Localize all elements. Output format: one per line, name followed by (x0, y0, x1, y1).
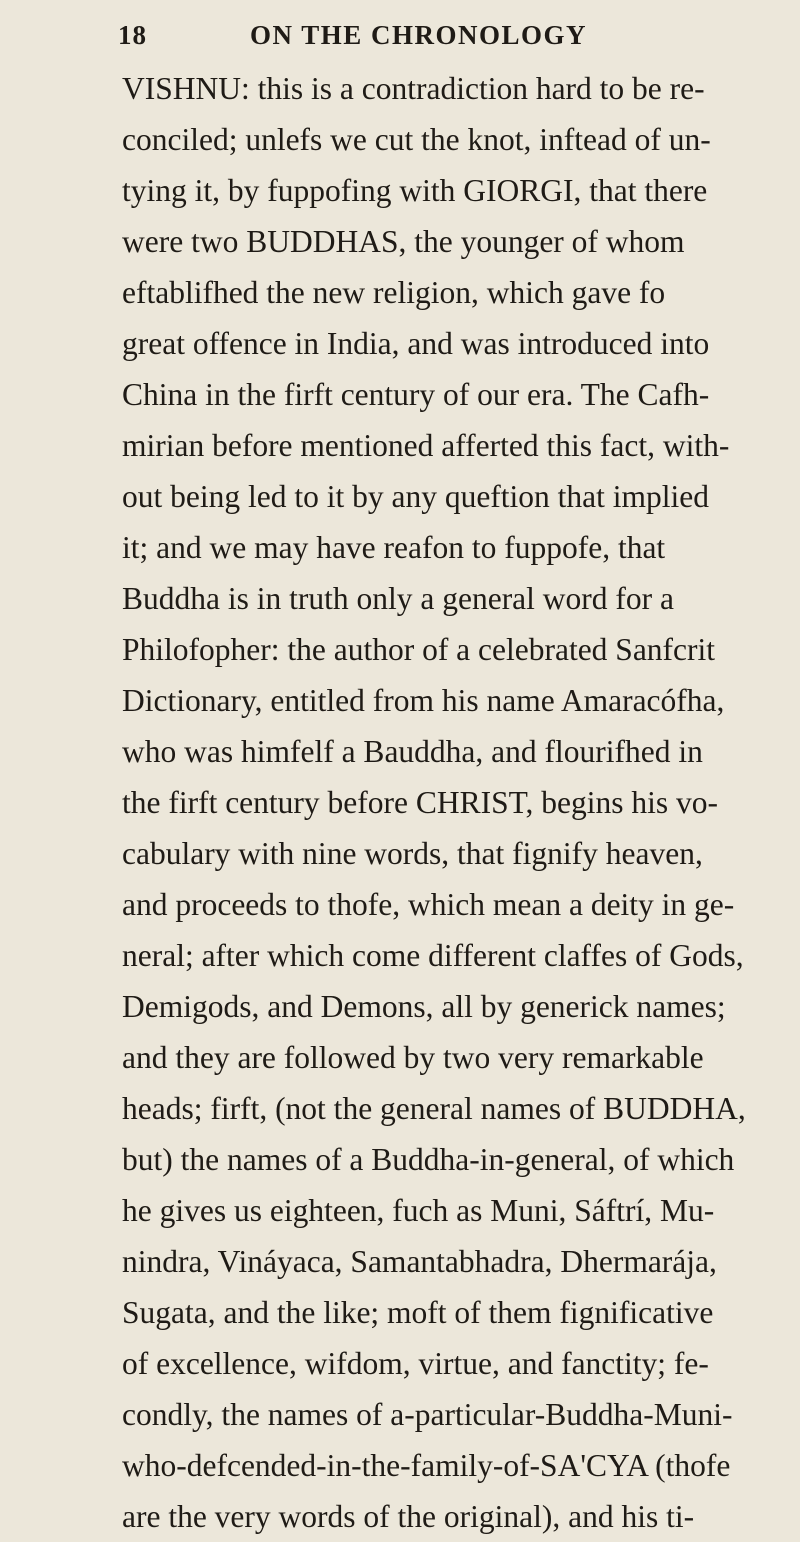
text-line: VISHNU: this is a contradiction hard to be re- (122, 71, 705, 106)
page-number: 18 (118, 20, 147, 50)
running-head (110, 14, 740, 54)
text-line: heads; firft, (not the general names of BUDDHA, (122, 1091, 746, 1126)
text-line: cabulary with nine words, that fignify heaven, (122, 836, 703, 871)
body-text (122, 63, 772, 1542)
text-line: and proceeds to thofe, which mean a deity in ge- (122, 887, 735, 922)
text-line: Demigods, and Demons, all by generick names; (122, 989, 726, 1024)
text-line: conciled; unlefs we cut the knot, inftead of un- (122, 122, 711, 157)
text-line: it; and we may have reafon to fuppofe, that (122, 530, 666, 565)
text-line: of excellence, wifdom, virtue, and fanctity; fe- (122, 1346, 709, 1381)
text-line: Philofopher: the author of a celebrated Sanfcrit (122, 632, 716, 667)
text-line: the firft century before CHRIST, begins his vo- (122, 785, 719, 820)
text-line: tying it, by fuppofing with GIORGI, that there (122, 173, 708, 208)
text-line: Buddha is in truth only a general word for a (122, 581, 674, 616)
text-line: he gives us eighteen, fuch as Muni, Sáftrí, Mu- (122, 1193, 715, 1228)
text-line: Dictionary, entitled from his name Amaracófha, (122, 683, 725, 718)
text-line: and they are followed by two very remarkable (122, 1040, 704, 1075)
text-line: mirian before mentioned afferted this fact, with- (122, 428, 730, 463)
text-line: were two BUDDHAS, the younger of whom (122, 224, 685, 259)
text-line: great offence in India, and was introduced into (122, 326, 710, 361)
text-line: Sugata, and the like; moft of them fignificative (122, 1295, 714, 1330)
text-line: eftablifhed the new religion, which gave fo (122, 275, 666, 310)
text-line: condly, the names of a-particular-Buddha-Muni- (122, 1397, 733, 1432)
text-line: but) the names of a Buddha-in-general, of which (122, 1142, 735, 1177)
text-line: out being led to it by any queftion that implied (122, 479, 710, 514)
running-title: ON THE CHRONOLOGY (250, 20, 588, 50)
text-line: neral; after which come different claffes of Gods, (122, 938, 744, 973)
text-line: are the very words of the original), and his ti- (122, 1499, 695, 1534)
text-line: who was himfelf a Bauddha, and flourifhed in (122, 734, 703, 769)
text-line: nindra, Vináyaca, Samantabhadra, Dhermarája, (122, 1244, 717, 1279)
text-line: who-defcended-in-the-family-of-SA'CYA (thofe (122, 1448, 731, 1483)
text-line: China in the firft century of our era. The Cafh- (122, 377, 710, 412)
